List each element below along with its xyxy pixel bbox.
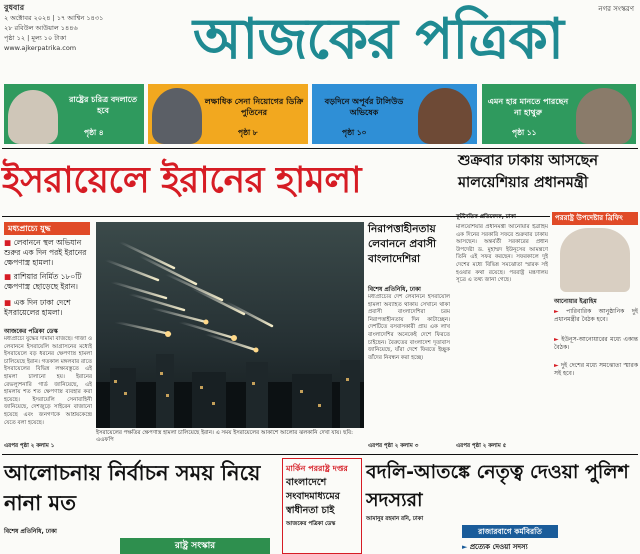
arrow-icon: ► xyxy=(554,362,561,369)
box-desk: আজকের পত্রিকা ডেস্ক xyxy=(286,521,336,527)
arrow-icon: ► xyxy=(462,543,470,551)
left-more-link[interactable]: এরপর পৃষ্ঠা ২ কলাম ১ xyxy=(4,443,55,449)
bullet-text-2: রাশিয়ার নির্মিত ১৮০টি ক্ষেপণাস্ত্র ছোড়েছে ইরান। xyxy=(4,272,82,291)
teaser-page-4: পৃষ্ঠা ১১ xyxy=(512,128,537,137)
day-label: বুধবার xyxy=(4,3,25,12)
brief-item-3 xyxy=(554,362,638,378)
divider-top xyxy=(2,148,638,149)
left-desk-byline: আজকের পত্রিকা ডেস্ক xyxy=(4,328,58,335)
teaser-2[interactable] xyxy=(148,84,308,144)
arrow-icon: ► xyxy=(554,308,567,315)
edition-label: নগর সংস্করণ xyxy=(598,5,634,13)
night-sky-missiles-image xyxy=(96,222,364,428)
election-byline: বিশেষ প্রতিনিধি, ঢাকা xyxy=(4,528,57,535)
sub-headline[interactable]: শুক্রবার ঢাকায় আসছেন মালয়েশিয়ার প্রধানমন্ত্রী xyxy=(458,153,599,191)
brief-item-text-3: দুই দেশের মধ্যে সমঝোতা স্মারক সই হবে। xyxy=(554,362,639,377)
teaser-1[interactable] xyxy=(4,84,144,144)
date-hijri: ২৮ রবিউল আউয়াল ১৪৪৬ xyxy=(4,24,78,32)
lebanon-headline[interactable]: নিরাপত্তাহীনতায় লেবাননে প্রবাসী বাংলাদেশিরা xyxy=(368,223,437,265)
left-story-body: মধ্যপ্রাচ্যে যুদ্ধের দামামা বাজছে। গাজা ও লেবাননে ইসরায়েলি আগ্রাসনের মধ্যেই ইসরায়েলে বড় ধরনের ক্ষেপণাস্ত্র হামলা চালিয়েছে ইরান। গতকাল মঙ্গলবার রাতে ইসরায়েলের বিভিন্ন লক্ষ্যবস্তুতে এই হামলা চালানো হয়। ইরানের রেভল্যুশনারি গার্ড জানিয়েছে, এই হামলায় শত শত ক্ষেপণাস্ত্র ব্যবহার করা হয়েছে। ইসরায়েলি সেনাবাহিনী জানিয়েছে, দেশজুড়ে সাইরেন বাজানো হয়েছে এবং জনগণকে আশ্রয়কেন্দ্রে যেতে বলা হয়েছে। xyxy=(4,336,92,426)
bullet-3 xyxy=(4,298,92,318)
rajarbag-bar: রাজারবাগে কর্মবিরতি xyxy=(462,525,558,538)
teaser-text-4: এমন হার মানতে পারছেন না হাথুরু xyxy=(487,97,569,117)
malaysia-body: মালয়েশিয়ার প্রধানমন্ত্রী আনোয়ার ইব্রাহিম এক দিনের সরকারি সফরে শুক্রবার ঢাকায় আসছেন। অন্তর্বর্তী সরকারের প্রধান উপদেষ্টা ড. মুহাম্মদ ইউনূসের আমন্ত্রণে তিনি এই সফর করছেন। সফরকালে দুই দেশের মধ্যে বিভিন্ন সমঝোতা স্মারক সই হওয়ার কথা রয়েছে। পররাষ্ট্র মন্ত্রণালয় সূত্রে এ তথ্য জানা গেছে। xyxy=(456,224,548,284)
masthead-logo[interactable]: আজকের পত্রিকা xyxy=(193,6,563,72)
lebanon-body: মধ্যপ্রাচ্যের দেশ লেবাননে ইসরায়েলি হামলা অব্যাহত থাকায় সেখানে থাকা প্রবাসী বাংলাদেশিরা চরম নিরাপত্তাহীনতায় দিন কাটাচ্ছেন। দেশটিতে বসবাসকারী প্রায় এক লাখ বাংলাদেশির অনেকেই দেশে ফিরতে চাইছেন। বৈরুতের বাংলাদেশ দূতাবাস জানিয়েছে, যাঁরা দেশে ফিরতে ইচ্ছুক তাঁদের নিবন্ধন করা হচ্ছে। xyxy=(368,294,450,361)
teaser-3[interactable] xyxy=(312,84,477,144)
box-kicker: মার্কিন পররাষ্ট্র দপ্তর xyxy=(286,464,348,473)
bullet-marker-icon: ■ xyxy=(4,238,14,247)
teaser-page-1: পৃষ্ঠা ৪ xyxy=(84,128,104,137)
teaser-page-2: পৃষ্ঠা ৮ xyxy=(238,128,258,137)
box-headline: বাংলাদেশে সংবাদমাধ্যমের স্বাধীনতা চাই xyxy=(286,477,340,516)
malaysia-more-link[interactable]: এরপর পৃষ্ঠা ২ কলাম ৫ xyxy=(456,443,507,449)
website-link[interactable]: www.ajkerpatrika.com xyxy=(4,44,77,52)
teaser-photo-4 xyxy=(576,88,632,144)
teaser-text-2: লক্ষাধিক সেনা নিয়োগের ডিক্রি পুতিনের xyxy=(204,97,304,117)
teaser-photo-3 xyxy=(418,88,472,144)
brief-item-text-2: ইউনূস-আনোয়ারের মধ্যে একান্ত বৈঠক। xyxy=(554,336,638,351)
arrow-icon: ► xyxy=(554,336,562,343)
malaysia-byline: কূটনৈতিক প্রতিবেদক, ঢাকা xyxy=(456,214,516,220)
date-bangla: ২ অক্টোবর ২০২৪ | ১৭ আশ্বিন ১৪৩১ xyxy=(4,14,104,22)
bullet-text-1: লেবাননে স্থল অভিযান শুরুর এক দিন পরই ইরানের ক্ষেপণাস্ত্র হামলা। xyxy=(4,238,87,267)
bullet-text-3: এক দিন ঢাকা দেশে ইসরায়েলের হামলা। xyxy=(4,298,71,317)
photo-caption: ইসরায়েলের পক্ষতির ক্ষেপণাস্ত্র হামলা চালিয়েছে ইরান। এ সময় ইসরায়েলের আকাশে আলোর ঝলকানি দেখা যায়। ছবি: এএফপি xyxy=(96,430,353,443)
teaser-photo-1 xyxy=(8,90,58,144)
teaser-4[interactable] xyxy=(482,84,636,144)
date-block xyxy=(4,3,119,53)
missile-photo[interactable] xyxy=(96,222,364,428)
bullet-2 xyxy=(4,272,92,292)
brief-item-2 xyxy=(554,336,638,352)
teaser-text-3: বড়দিনে অপূর্বর টালিউড অভিষেক xyxy=(324,97,404,117)
rajarbag-item-text: প্রত্যেক দেওয়া সদস্য xyxy=(469,543,528,551)
teaser-photo-2 xyxy=(152,88,202,144)
police-byline: আমানুর রহমান রনি, ঢাকা xyxy=(366,516,424,522)
main-headline[interactable]: ইসরায়েলে ইরানের হামলা xyxy=(2,160,362,201)
section-tag-middle-east: মধ্যপ্রাচ্যে যুদ্ধ xyxy=(4,222,90,235)
election-headline[interactable]: আলোচনায় নির্বাচন সময় নিয়ে নানা মত xyxy=(4,461,261,515)
teaser-text-1: রাষ্ট্রের চরিত্র বদলাতে হবে xyxy=(68,95,138,115)
bullet-marker-icon: ■ xyxy=(4,272,14,281)
police-headline[interactable]: বদলি-আতঙ্কে নেতৃত্ব দেওয়া পুলিশ সদস্যরা xyxy=(366,461,629,511)
brief-name: আনোয়ার ইব্রাহিম xyxy=(554,298,597,305)
us-state-dept-box[interactable] xyxy=(282,458,362,554)
lebanon-byline: বিশেষ প্রতিনিধি, ঢাকা xyxy=(368,286,421,293)
bullet-marker-icon: ■ xyxy=(4,298,14,307)
anwar-portrait xyxy=(560,228,630,292)
state-reform-bar: রাষ্ট্র সংস্কার xyxy=(120,538,270,554)
teaser-page-3: পৃষ্ঠা ১০ xyxy=(342,128,367,137)
brief-item-text-1: পারিবারিক আনুষ্ঠানিক দুই প্রধানমন্ত্রীর বৈঠক হবে। xyxy=(554,308,638,323)
brief-tag: পররাষ্ট্র উপদেষ্টার ব্রিফিং xyxy=(552,212,638,225)
brief-item-1 xyxy=(554,308,638,324)
divider-bottom xyxy=(2,454,638,455)
lebanon-more-link[interactable]: এরপর পৃষ্ঠা ২ কলাম ৩ xyxy=(368,443,419,449)
rajarbag-item xyxy=(462,541,558,553)
bullet-1 xyxy=(4,238,92,268)
pages-price: পৃষ্ঠা ১২ | মূল্য ১০ টাকা xyxy=(4,34,67,42)
